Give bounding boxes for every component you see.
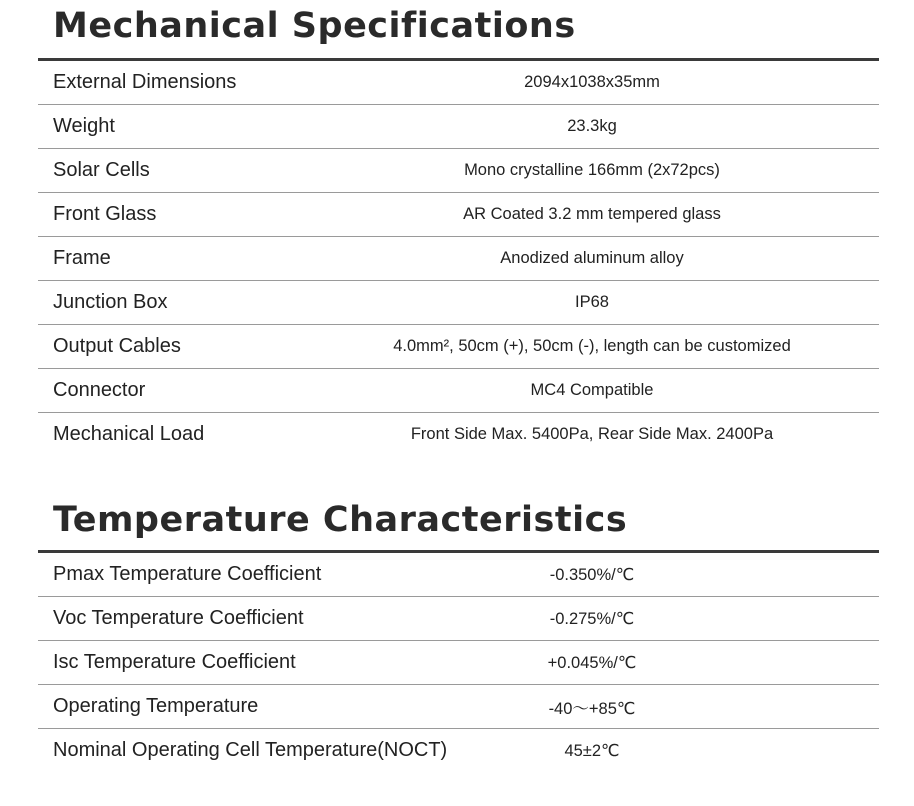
table-row [38, 685, 879, 729]
table-row [38, 61, 879, 105]
table-row [38, 193, 879, 237]
row-value: MC4 Compatible [530, 381, 654, 399]
row-label: Isc Temperature Coefficient [53, 651, 296, 673]
row-label: Operating Temperature [53, 695, 259, 717]
row-label: Output Cables [53, 335, 181, 357]
table-row [38, 325, 879, 369]
table-row [38, 413, 879, 456]
temperature-characteristics-section [38, 500, 879, 772]
table-row [38, 237, 879, 281]
row-label: Mechanical Load [53, 423, 205, 445]
row-label: Weight [53, 115, 115, 137]
row-label: Front Glass [53, 203, 157, 225]
table-row [38, 597, 879, 641]
row-value: -0.350%/℃ [549, 565, 635, 584]
mechanical-specifications-table [38, 61, 879, 456]
row-value: IP68 [575, 293, 609, 311]
table-row [38, 281, 879, 325]
table-row [38, 553, 879, 597]
row-value: -0.275%/℃ [549, 609, 635, 628]
temperature-characteristics-table [38, 553, 879, 772]
table-row [38, 641, 879, 685]
row-label: Connector [53, 379, 146, 401]
row-label: Nominal Operating Cell Temperature(NOCT) [53, 739, 448, 761]
row-value: AR Coated 3.2 mm tempered glass [463, 205, 721, 223]
table-row [38, 149, 879, 193]
row-value: 4.0mm², 50cm (+), 50cm (-), length can be customized [393, 337, 791, 355]
mechanical-specifications-title: Mechanical Specifications [53, 6, 576, 46]
row-label: Solar Cells [53, 159, 150, 181]
row-value: 45±2℃ [564, 741, 620, 760]
row-label: Junction Box [53, 291, 168, 313]
mechanical-specifications-section [38, 6, 879, 456]
row-value: 2094x1038x35mm [524, 73, 660, 91]
row-value: Front Side Max. 5400Pa, Rear Side Max. 2400Pa [410, 425, 774, 443]
row-value: 23.3kg [567, 117, 617, 135]
row-label: Voc Temperature Coefficient [53, 607, 304, 629]
row-label: Pmax Temperature Coefficient [53, 563, 322, 585]
temperature-characteristics-title: Temperature Characteristics [53, 500, 628, 540]
row-value: +0.045%/℃ [547, 653, 637, 672]
row-value: -40～+85℃ [548, 699, 636, 718]
row-label: External Dimensions [53, 71, 237, 93]
row-label: Frame [53, 247, 111, 269]
table-row [38, 729, 879, 772]
table-row [38, 105, 879, 149]
table-row [38, 369, 879, 413]
row-value: Mono crystalline 166mm (2x72pcs) [464, 161, 720, 179]
row-value: Anodized aluminum alloy [500, 249, 684, 267]
